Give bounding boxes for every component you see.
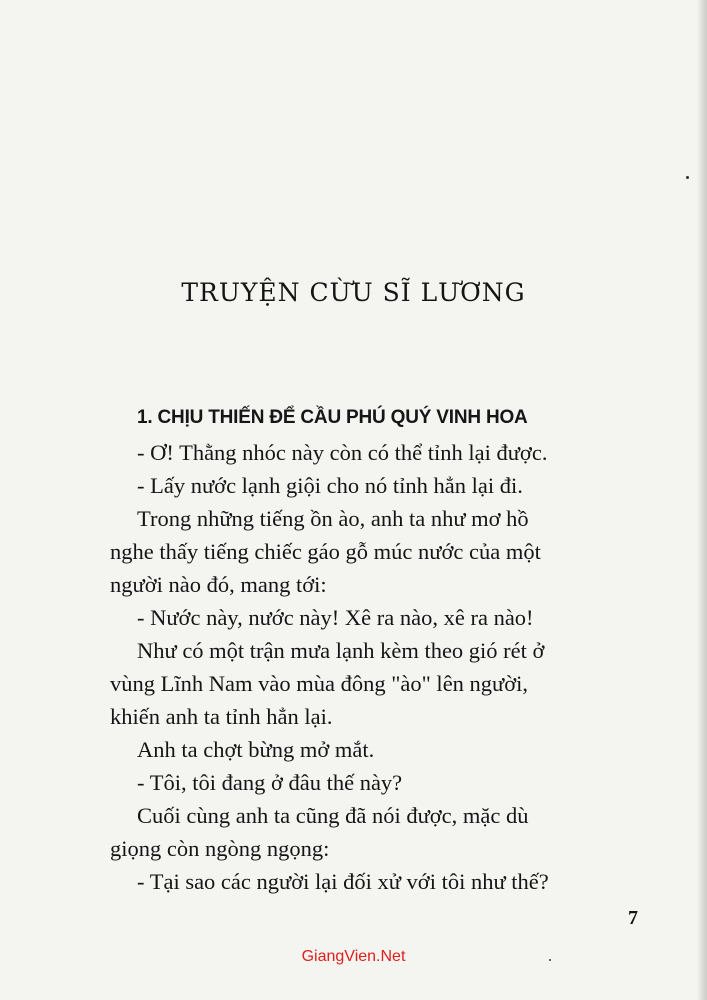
body-line: giọng còn ngòng ngọng:: [110, 836, 330, 861]
body-line: nghe thấy tiếng chiếc gáo gỗ múc nước của một: [110, 539, 541, 564]
body-line: - Nước này, nước này! Xê ra nào, xê ra nào!: [137, 605, 534, 630]
section-heading: 1. CHỊU THIẾN ĐỂ CẦU PHÚ QUÝ VINH HOA: [137, 407, 528, 428]
body-line: - Lấy nước lạnh giội cho nó tỉnh hẳn lại đi.: [137, 473, 523, 498]
page-number: 7: [628, 907, 638, 929]
print-speck: [686, 176, 689, 179]
body-line: Như có một trận mưa lạnh kèm theo gió rét ở: [137, 638, 545, 663]
body-line: - Ơ! Thằng nhóc này còn có thể tỉnh lại được.: [137, 440, 548, 465]
body-line: khiến anh ta tỉnh hẳn lại.: [110, 704, 333, 729]
chapter-title: TRUYỆN CỪU SĨ LƯƠNG: [181, 278, 526, 307]
body-line: người nào đó, mang tới:: [110, 572, 327, 597]
body-line: Trong những tiếng ồn ào, anh ta như mơ hồ: [137, 506, 529, 531]
body-line: - Tại sao các người lại đối xử với tôi như thế?: [137, 869, 549, 894]
body-line: - Tôi, tôi đang ở đâu thế này?: [137, 770, 403, 795]
body-line: vùng Lĩnh Nam vào mùa đông "ào" lên người,: [110, 671, 529, 696]
watermark-text: GiangVien.Net: [301, 948, 406, 965]
page-edge-shadow: [697, 0, 707, 1000]
body-line: Cuối cùng anh ta cũng đã nói được, mặc dù: [137, 803, 529, 828]
body-line: Anh ta chợt bừng mở mắt.: [137, 737, 375, 762]
